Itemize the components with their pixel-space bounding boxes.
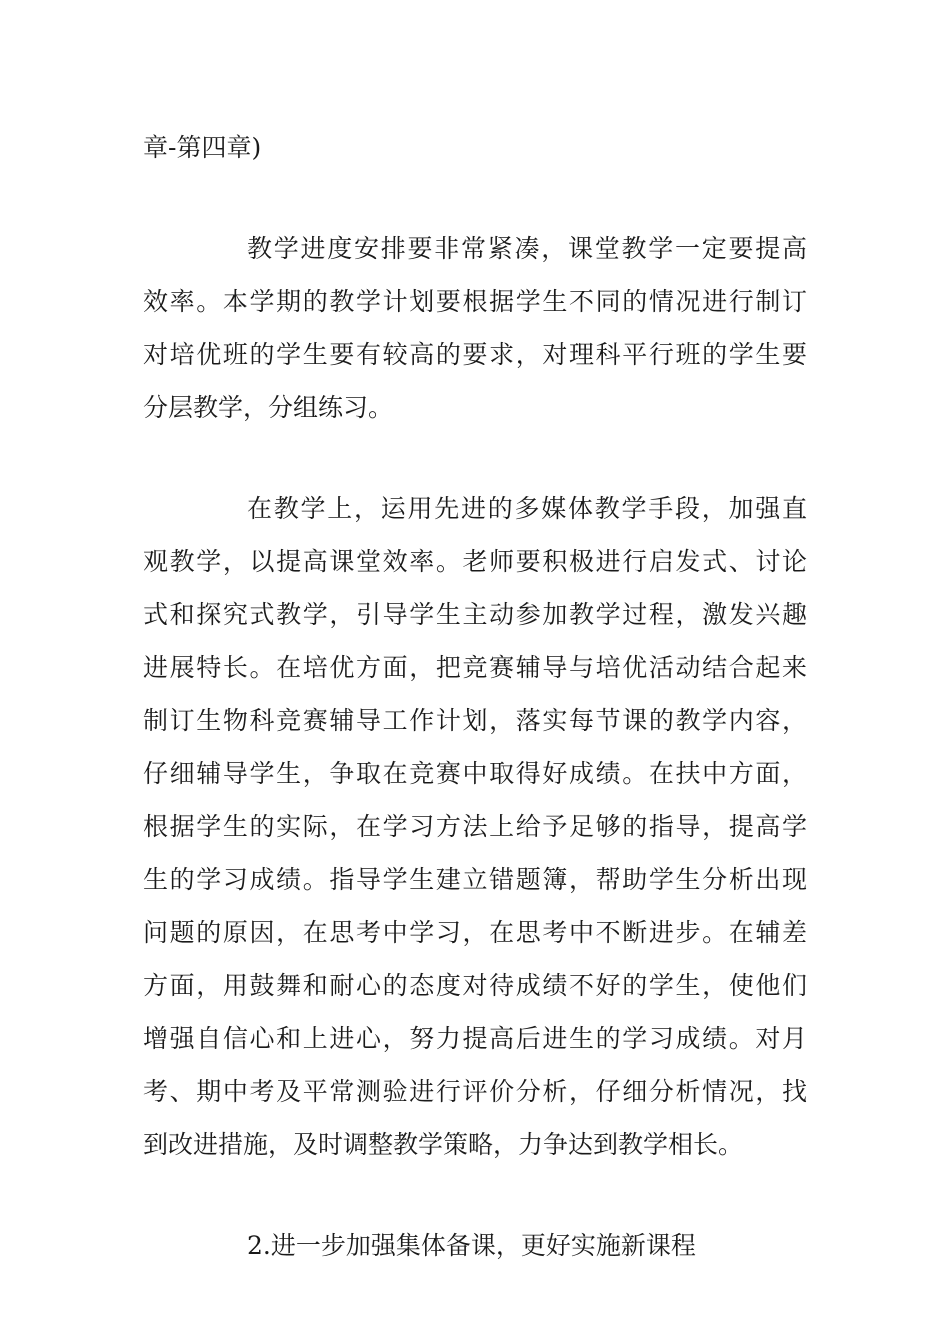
paragraph2-line: 进展特长。在培优方面，把竞赛辅导与培优活动结合起来: [143, 653, 807, 682]
paragraph2-line: 方面，用鼓舞和耐心的态度对待成绩不好的学生，使他们: [143, 971, 807, 1000]
paragraph1-line: 效率。本学期的教学计划要根据学生不同的情况进行制订: [143, 287, 807, 316]
paragraph1-line: 对培优班的学生要有较高的要求，对理科平行班的学生要: [143, 340, 807, 369]
continuation-line: 章-第四章): [143, 133, 262, 162]
paragraph1-line: 教学进度安排要非常紧凑，课堂教学一定要提高: [247, 234, 807, 263]
paragraph1-line: 分层教学，分组练习。: [143, 393, 394, 422]
section-heading: 2.进一步加强集体备课，更好实施新课程: [247, 1231, 696, 1260]
paragraph2-line: 考、期中考及平常测验进行评价分析，仔细分析情况，找: [143, 1077, 807, 1106]
paragraph2-line: 增强自信心和上进心，努力提高后进生的学习成绩。对月: [143, 1024, 807, 1053]
paragraph2-line: 根据学生的实际，在学习方法上给予足够的指导，提高学: [143, 812, 807, 841]
paragraph2-line: 制订生物科竞赛辅导工作计划，落实每节课的教学内容，: [143, 706, 807, 735]
paragraph2-line: 观教学，以提高课堂效率。老师要积极进行启发式、讨论: [143, 547, 807, 576]
paragraph2-line: 在教学上，运用先进的多媒体教学手段，加强直: [247, 494, 807, 523]
paragraph2-line: 生的学习成绩。指导学生建立错题簿，帮助学生分析出现: [143, 865, 807, 894]
paragraph2-line: 到改进措施，及时调整教学策略，力争达到教学相长。: [143, 1130, 744, 1159]
paragraph2-line: 问题的原因，在思考中学习，在思考中不断进步。在辅差: [143, 918, 807, 947]
paragraph2-line: 仔细辅导学生，争取在竞赛中取得好成绩。在扶中方面，: [143, 759, 807, 788]
paragraph2-line: 式和探究式教学，引导学生主动参加教学过程，激发兴趣: [143, 600, 807, 629]
